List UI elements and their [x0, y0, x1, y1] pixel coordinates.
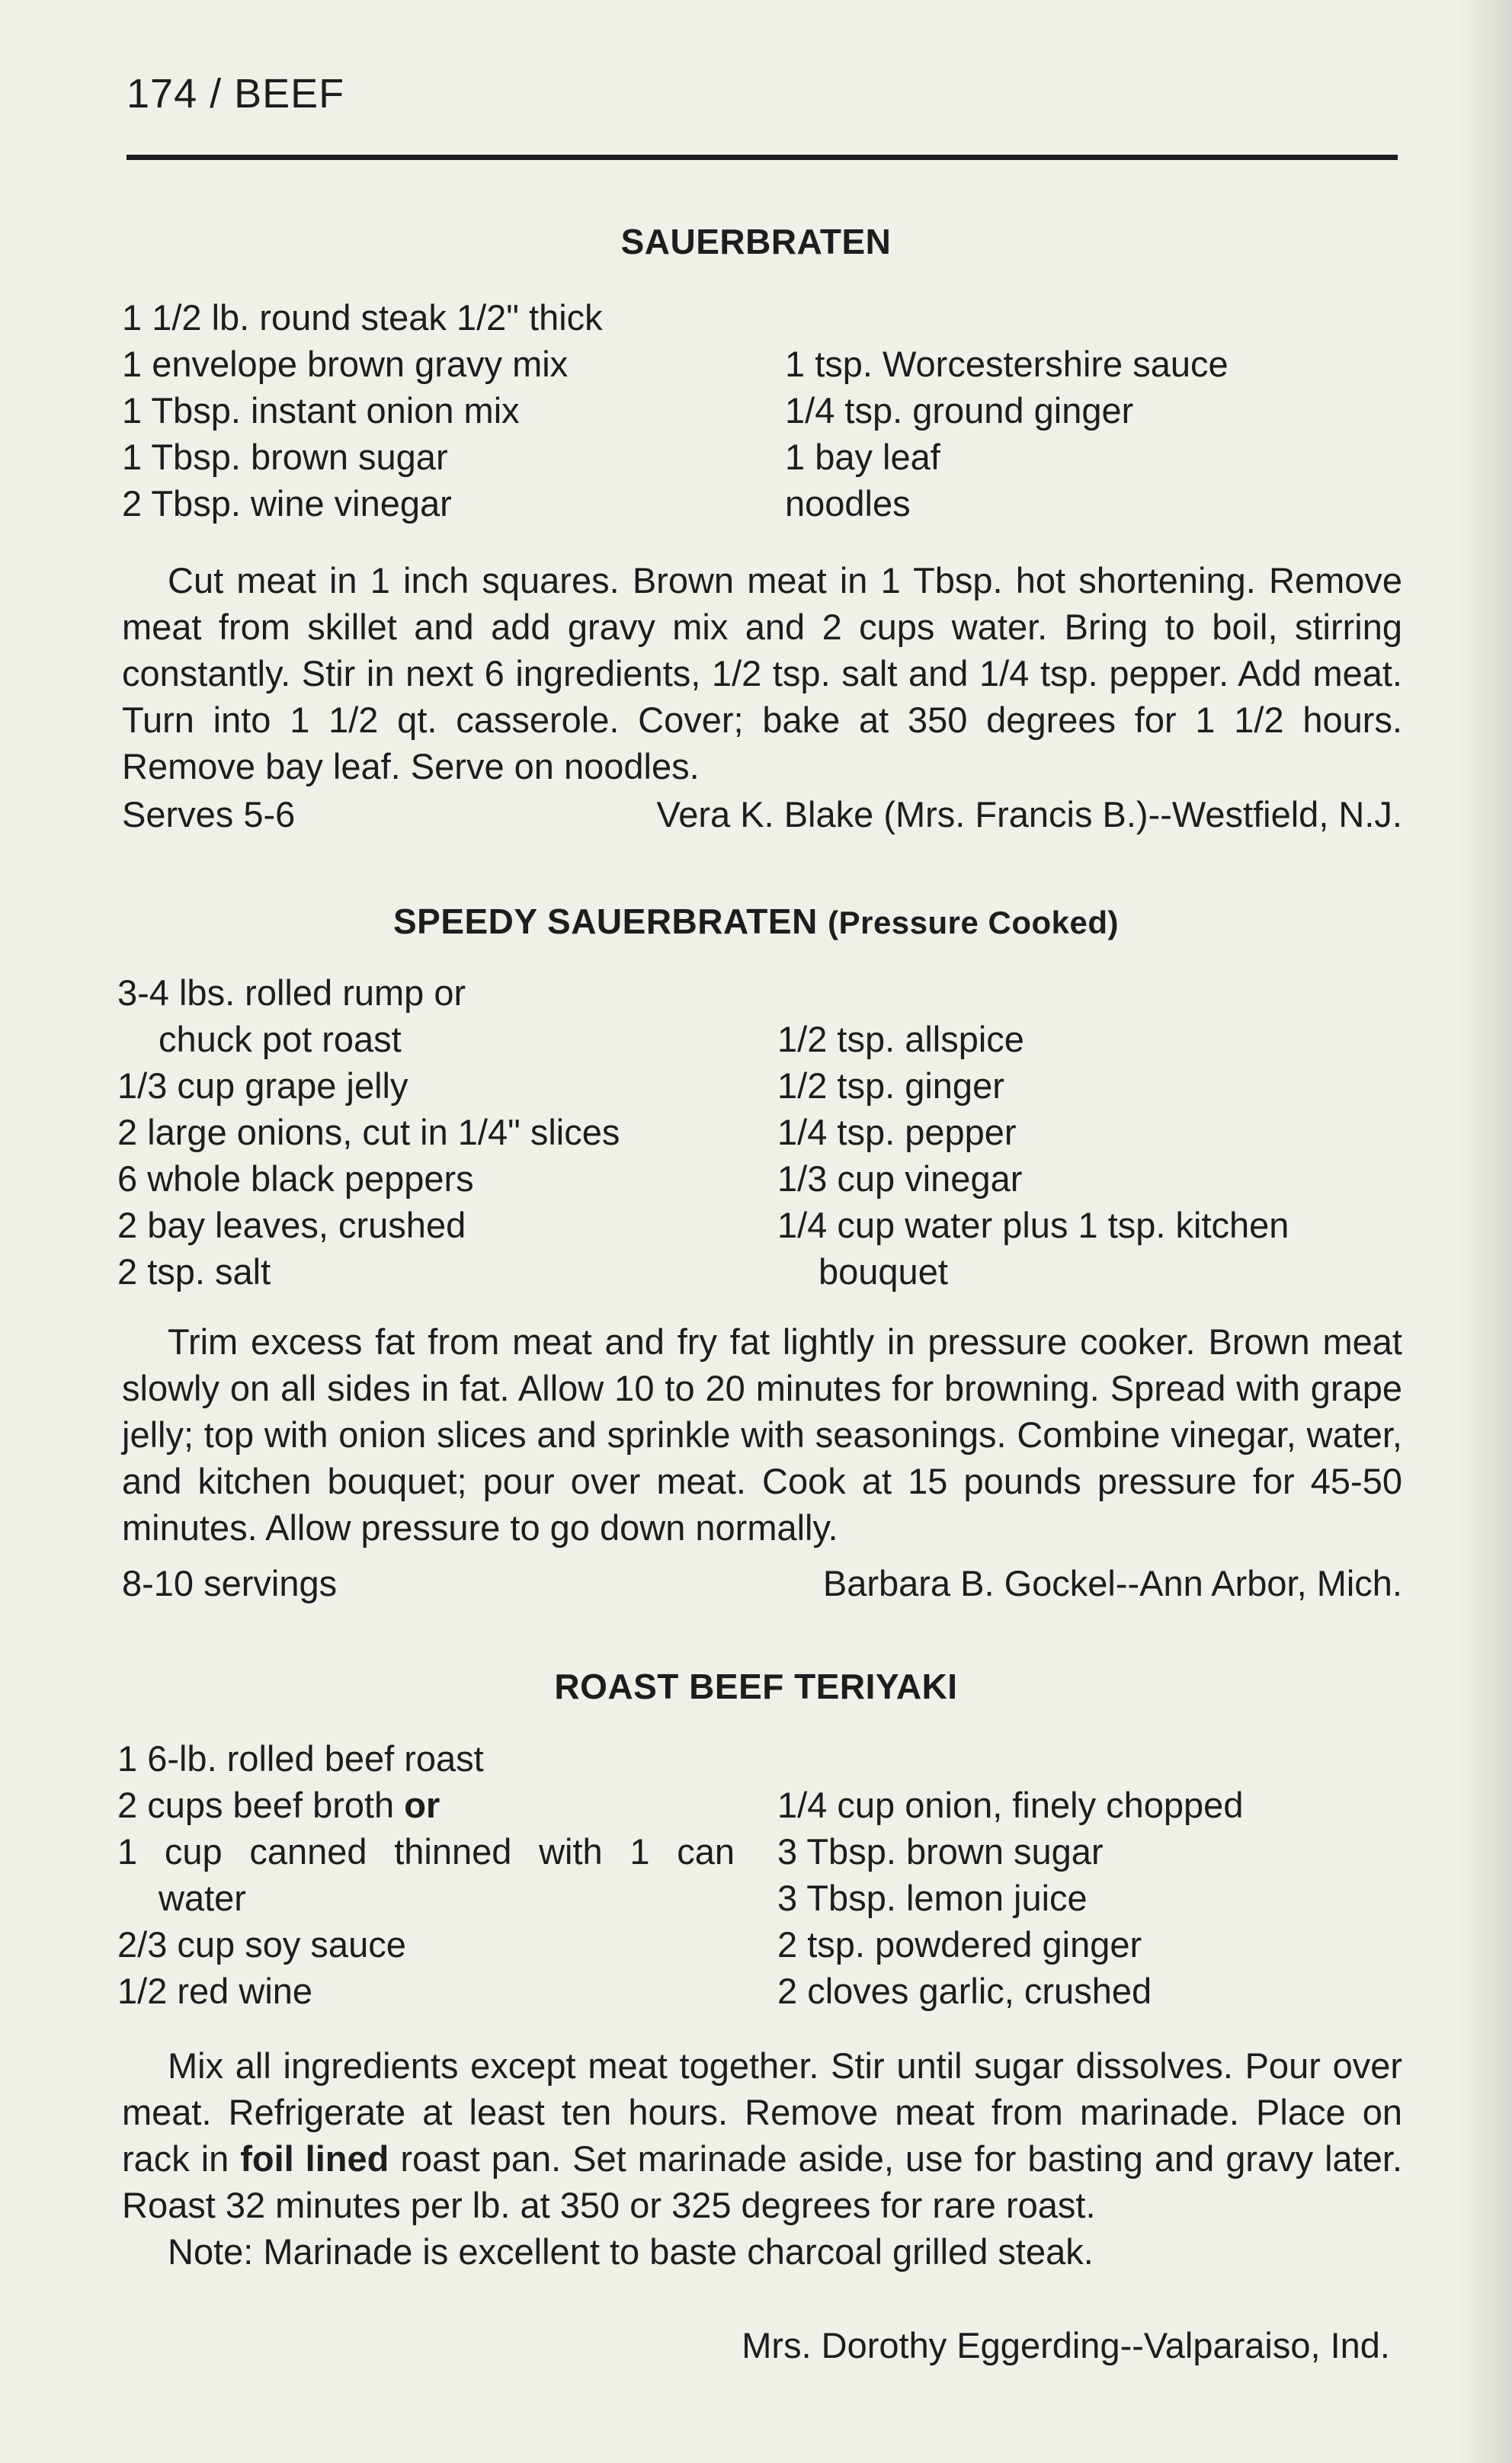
ingredient-item: 1/4 cup onion, finely chopped — [777, 1785, 1244, 1825]
ingredient-item: 2 large onions, cut in 1/4" slices — [117, 1112, 620, 1152]
recipe-title-roast-beef-teriyaki: ROAST BEEF TERIYAKI — [554, 1667, 958, 1706]
yield-text: Serves 5-6 — [122, 794, 296, 834]
ingredient-item: 2 tsp. salt — [117, 1251, 271, 1292]
directions-sauerbraten — [122, 557, 1402, 790]
ingredient-item: 1/2 tsp. ginger — [777, 1065, 1004, 1106]
ingredient-item: 2 Tbsp. wine vinegar — [122, 483, 452, 524]
ingredients-right-speedy — [777, 1016, 1289, 1295]
ingredient-item: 2 tsp. powdered ginger — [777, 1924, 1142, 1965]
ingredient-item: noodles — [785, 483, 911, 524]
ingredient-item: 1/4 cup water plus 1 tsp. kitchen — [777, 1205, 1289, 1245]
ingredients-left-speedy — [117, 969, 620, 1295]
ingredient-item: 1/2 tsp. allspice — [777, 1019, 1024, 1059]
directions-part: Mix all ingredients except meat together. Stir until sugar dissolves. Pour over meat. Refrigerate at least ten hours. Remove meat from marinade. Place on rack in — [122, 2045, 1402, 2179]
contributor-text: Mrs. Dorothy Eggerding--Valparaiso, Ind. — [742, 2325, 1390, 2365]
ingredient-item: 1 Tbsp. instant onion mix — [122, 390, 520, 431]
ingredients-left-sauerbraten — [122, 294, 603, 527]
recipe-note: Note: Marinade is excellent to baste charcoal grilled steak. — [168, 2231, 1094, 2272]
recipe-title-sauerbraten: SAUERBRATEN — [620, 222, 892, 261]
ingredient-item: 1 1/2 lb. round steak 1/2" thick — [122, 297, 603, 338]
ingredient-or: or — [404, 1785, 440, 1825]
page-edge-shadow — [1459, 0, 1512, 2463]
ingredient-item: 1 Tbsp. brown sugar — [122, 437, 448, 477]
ingredient-item: 1/4 tsp. pepper — [777, 1112, 1017, 1152]
page-header: 174 / BEEF — [127, 71, 345, 117]
ingredient-item: 2 cloves garlic, crushed — [777, 1971, 1152, 2011]
ingredient-item: 1/2 red wine — [117, 1971, 313, 2011]
ingredient-item: 3 Tbsp. brown sugar — [777, 1831, 1104, 1872]
ingredient-item: 1 bay leaf — [785, 437, 940, 477]
header-rule — [127, 155, 1398, 160]
directions-text: Trim excess fat from meat and fry fat lightly in pressure cooker. Brown meat slowly on all sides in fat. Allow 10 to 20 minutes for browning. Spread with grape jelly; top with onion slices and sprinkle with seasonings. Combine vinegar, water, and kitchen bouquet; pour over meat. Cook at 15 pounds pressure for 45-50 minutes. Allow pressure to go down normally. — [122, 1321, 1402, 1548]
directions-text: Cut meat in 1 inch squares. Brown meat in 1 Tbsp. hot shortening. Remove meat from skillet and add gravy mix and 2 cups water. Bring to boil, stirring constantly. Stir in next 6 ingredients, 1/2 tsp. salt and 1/4 tsp. pepper. Add meat. Turn into 1 1/2 qt. casserole. Cover; bake at 350 degrees for 1 1/2 hours. Remove bay leaf. Serve on noodles. — [122, 560, 1402, 786]
ingredient-item-continued: bouquet — [818, 1251, 948, 1292]
recipe-footer-sauerbraten — [122, 791, 1402, 838]
directions-teriyaki — [122, 2042, 1402, 2275]
contributor-text: Barbara B. Gockel--Ann Arbor, Mich. — [822, 1563, 1402, 1603]
recipe-title-note: (Pressure Cooked) — [828, 905, 1120, 940]
directions-part: roast pan. Set marinade aside, use for basting and gravy later. Roast 32 minutes per lb. at 350 or 325 degrees for rare roast. — [122, 2138, 1403, 2225]
directions-emphasis: foil lined — [240, 2138, 389, 2179]
ingredients-left-teriyaki — [117, 1735, 735, 2014]
ingredient-item: 1/3 cup vinegar — [777, 1158, 1023, 1199]
ingredients-right-teriyaki — [777, 1782, 1243, 2014]
contributor-text: Vera K. Blake (Mrs. Francis B.)--Westfield, N.J. — [656, 794, 1402, 834]
ingredient-item: 1/3 cup grape jelly — [117, 1065, 408, 1106]
ingredient-item: 3 Tbsp. lemon juice — [777, 1878, 1088, 1918]
ingredient-item: 1 cup canned thinned with 1 can — [117, 1831, 735, 1872]
ingredient-item: 1 tsp. Worcestershire sauce — [785, 344, 1228, 384]
recipe-footer-speedy — [122, 1560, 1402, 1606]
recipe-title-speedy-sauerbraten — [0, 901, 1512, 942]
ingredient-item: 1 6-lb. rolled beef roast — [117, 1738, 484, 1779]
yield-text: 8-10 servings — [122, 1563, 338, 1603]
ingredient-item-continued: water — [159, 1878, 246, 1918]
ingredient-item: 2/3 cup soy sauce — [117, 1924, 406, 1965]
ingredients-right-sauerbraten — [785, 341, 1228, 527]
ingredient-text: 2 cups beef broth — [117, 1785, 395, 1825]
ingredient-item: 1/4 tsp. ground ginger — [785, 390, 1134, 431]
directions-text — [122, 2042, 1402, 2228]
ingredient-item: 2 bay leaves, crushed — [117, 1205, 466, 1245]
recipe-title-text: SPEEDY SAUERBRATEN — [392, 902, 818, 941]
directions-speedy — [122, 1318, 1402, 1551]
ingredient-item: 1 envelope brown gravy mix — [122, 344, 569, 384]
ingredient-item: 3-4 lbs. rolled rump or — [117, 972, 466, 1013]
ingredient-item-continued: chuck pot roast — [159, 1019, 402, 1059]
ingredient-item — [117, 1782, 735, 1828]
ingredient-item: 6 whole black peppers — [117, 1158, 474, 1199]
